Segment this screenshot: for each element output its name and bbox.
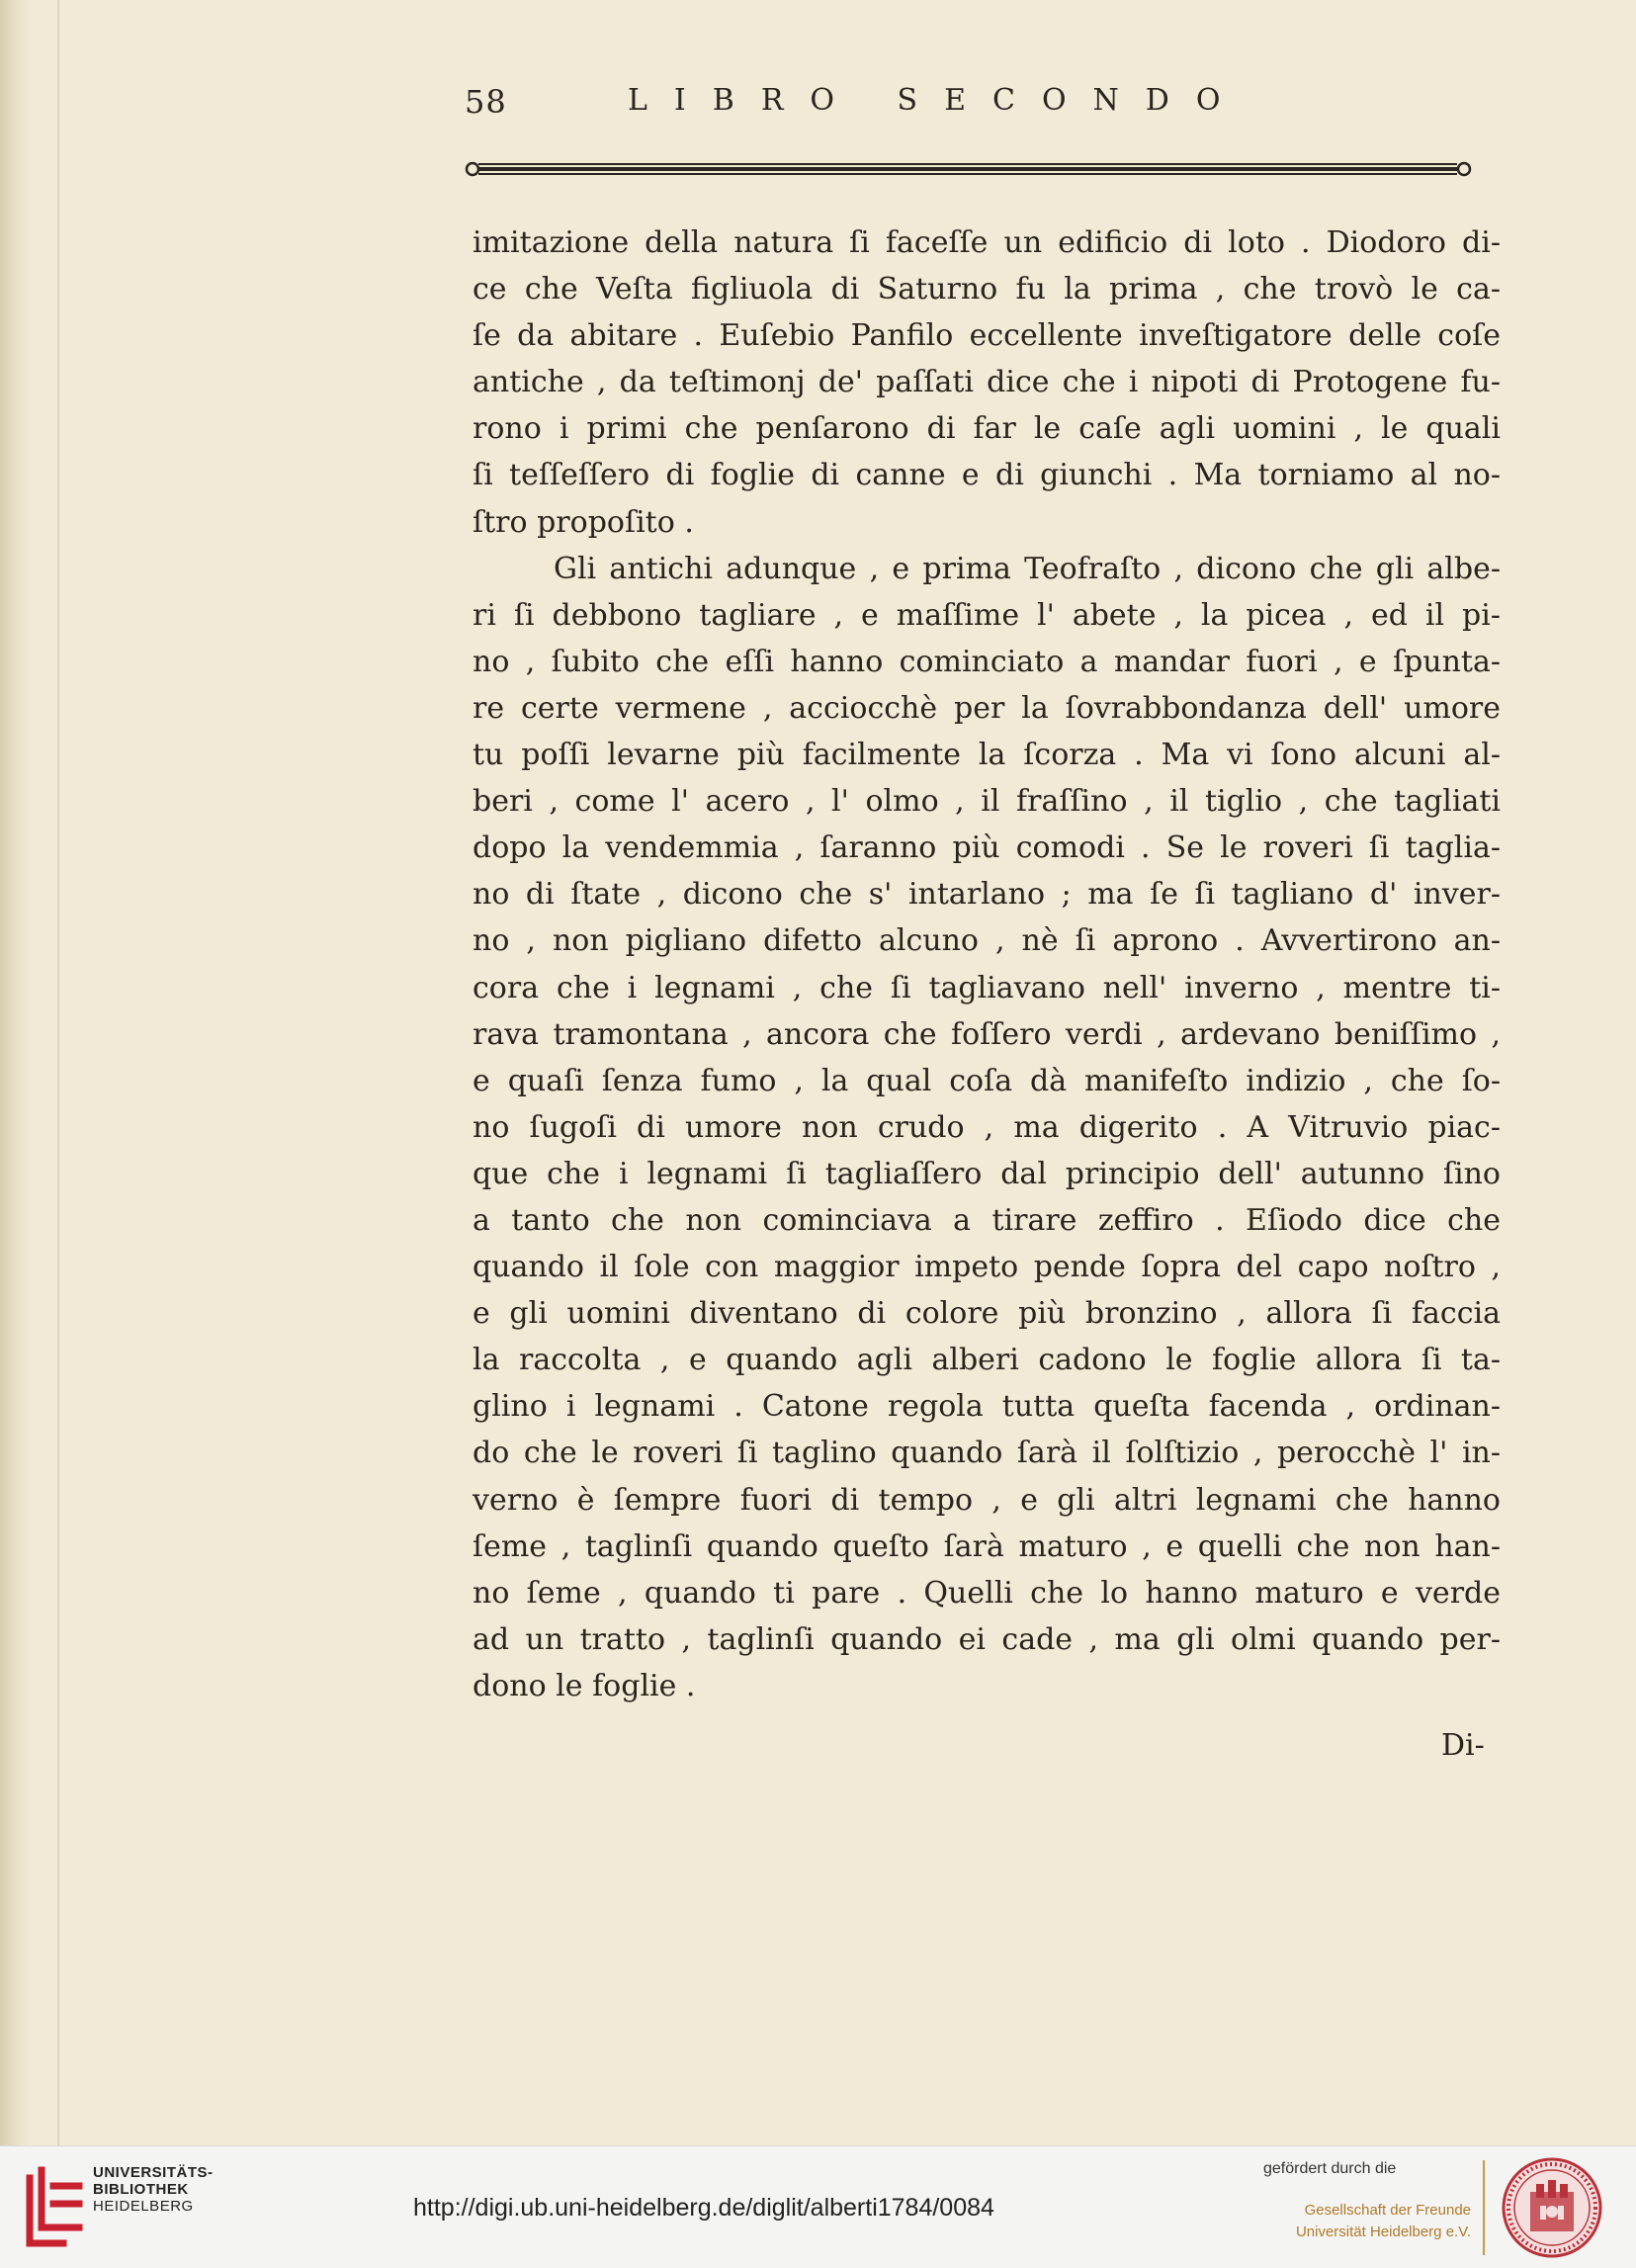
university-seal-icon bbox=[1501, 2156, 1603, 2259]
text-line: dopo la vendemmia , ſaranno più comodi . Se le roveri ſi taglia- bbox=[473, 830, 1501, 866]
running-title: LIBRO SECONDO bbox=[628, 83, 1248, 118]
permalink-url[interactable]: http://digi.ub.uni-heidelberg.de/diglit/alberti1784/0084 bbox=[413, 2194, 994, 2222]
page-left-edge bbox=[0, 0, 30, 2145]
text-line: rava tramontana , ancora che foſſero verdi , ardevano beniſſimo , bbox=[473, 1016, 1501, 1052]
text-line: ce che Veſta figliuola di Saturno fu la prima , che trovò le ca- bbox=[473, 272, 1501, 307]
text-line: no di ſtate , dicono che s' intarlano ; ma ſe ſi tagliano d' inver- bbox=[473, 877, 1501, 913]
sponsor-name-line: Gesellschaft der Freunde bbox=[1304, 2202, 1471, 2219]
text-line: glino i legnami . Catone regola tutta queſta facenda , ordinan- bbox=[473, 1389, 1501, 1425]
header-rule bbox=[465, 158, 1473, 180]
text-line: no ſeme , quando ti pare . Quelli che lo hanno maturo e verde bbox=[473, 1575, 1501, 1611]
library-name-line: UNIVERSITÄTS- bbox=[93, 2164, 214, 2181]
text-line: cora che i legnami , che ſi tagliavano nell' inverno , mentre ti- bbox=[473, 970, 1501, 1005]
text-line: ſeme , taglinſi quando queſto ſarà maturo , e quelli che non han- bbox=[473, 1528, 1501, 1564]
text-line: rono i primi che penſarono di far le caſe agli uomini , le quali bbox=[473, 411, 1501, 447]
text-line: antiche , da teſtimonj de' paſſati dice che i nipoti di Protogene fu- bbox=[473, 365, 1501, 400]
text-line: tu poſſi levarne più facilmente la ſcorza . Ma vi ſono alcuni al- bbox=[473, 738, 1501, 773]
text-line: a tanto che non cominciava a tirare zeffiro . Eſiodo dice che bbox=[473, 1202, 1501, 1238]
library-name bbox=[93, 2164, 214, 2215]
text-line: ſtro propoſito . bbox=[473, 504, 694, 540]
text-line: no , ſubito che eſſi hanno cominciato a mandar fuori , e ſpunta- bbox=[473, 644, 1501, 679]
text-line: la raccolta , e quando agli alberi cadono le foglie allora ſi ta- bbox=[473, 1343, 1501, 1378]
text-line: ſe da abitare . Euſebio Panfilo eccellente inveſtigatore delle coſe bbox=[473, 318, 1501, 354]
text-line: dono le foglie . bbox=[473, 1668, 696, 1703]
body-text bbox=[473, 219, 1501, 1709]
library-name-line: BIBLIOTHEK bbox=[93, 2181, 189, 2198]
sponsor-name bbox=[1263, 2200, 1471, 2243]
text-line: ri ſi debbono tagliare , e maſſime l' abete , la picea , ed il pi- bbox=[473, 597, 1501, 633]
text-line: e quaſi ſenza fumo , la qual coſa dà manifeſto indizio , che ſo- bbox=[473, 1063, 1501, 1098]
text-line: imitazione della natura ſi faceſſe un edificio di loto . Diodoro di- bbox=[473, 225, 1501, 260]
text-line: verno è ſempre fuori di tempo , e gli altri legnami che hanno bbox=[473, 1482, 1501, 1518]
text-line: no ſugoſi di umore non crudo , ma digerito . A Vitruvio piac- bbox=[473, 1109, 1501, 1145]
page-header bbox=[465, 77, 1315, 136]
text-line: que che i legnami ſi tagliaſſero dal principio dell' autunno ſino bbox=[473, 1156, 1501, 1191]
page-fold-line bbox=[57, 0, 59, 2145]
paragraph-start-line: Gli antichi adunque , e prima Teofraſto , dicono che gli albe- bbox=[554, 551, 1501, 586]
page-number: 58 bbox=[465, 83, 507, 121]
text-line: no , non pigliano difetto alcuno , nè ſi aprono . Avvertirono an- bbox=[473, 923, 1501, 959]
text-line: re certe vermene , acciocchè per la ſovrabbondanza dell' umore bbox=[473, 690, 1501, 726]
library-name-line: HEIDELBERG bbox=[93, 2198, 194, 2215]
text-line: do che le roveri ſi taglino quando ſarà il ſolſtizio , perocchè l' in- bbox=[473, 1436, 1501, 1471]
text-line: ad un tratto , taglinſi quando ei cade , ma gli olmi quando per- bbox=[473, 1621, 1501, 1657]
text-line: ſi teſſeſſero di foglie di canne e di giunchi . Ma torniamo al no- bbox=[473, 458, 1501, 493]
library-logo-icon bbox=[24, 2164, 85, 2249]
text-line: e gli uomini diventano di colore più bronzino , allora ſi faccia bbox=[473, 1296, 1501, 1332]
footer-bar bbox=[0, 2145, 1636, 2268]
sponsor-label: gefördert durch die bbox=[1263, 2160, 1397, 2177]
sponsor-divider bbox=[1483, 2160, 1485, 2255]
text-line: quando il ſole con maggior impeto pende ſopra del capo noſtro , bbox=[473, 1250, 1501, 1285]
catchword: Di- bbox=[1441, 1728, 1485, 1763]
text-line: beri , come l' acero , l' olmo , il fraſſino , il tiglio , che tagliati bbox=[473, 784, 1501, 820]
sponsor-name-line: Universität Heidelberg e.V. bbox=[1295, 2224, 1471, 2240]
